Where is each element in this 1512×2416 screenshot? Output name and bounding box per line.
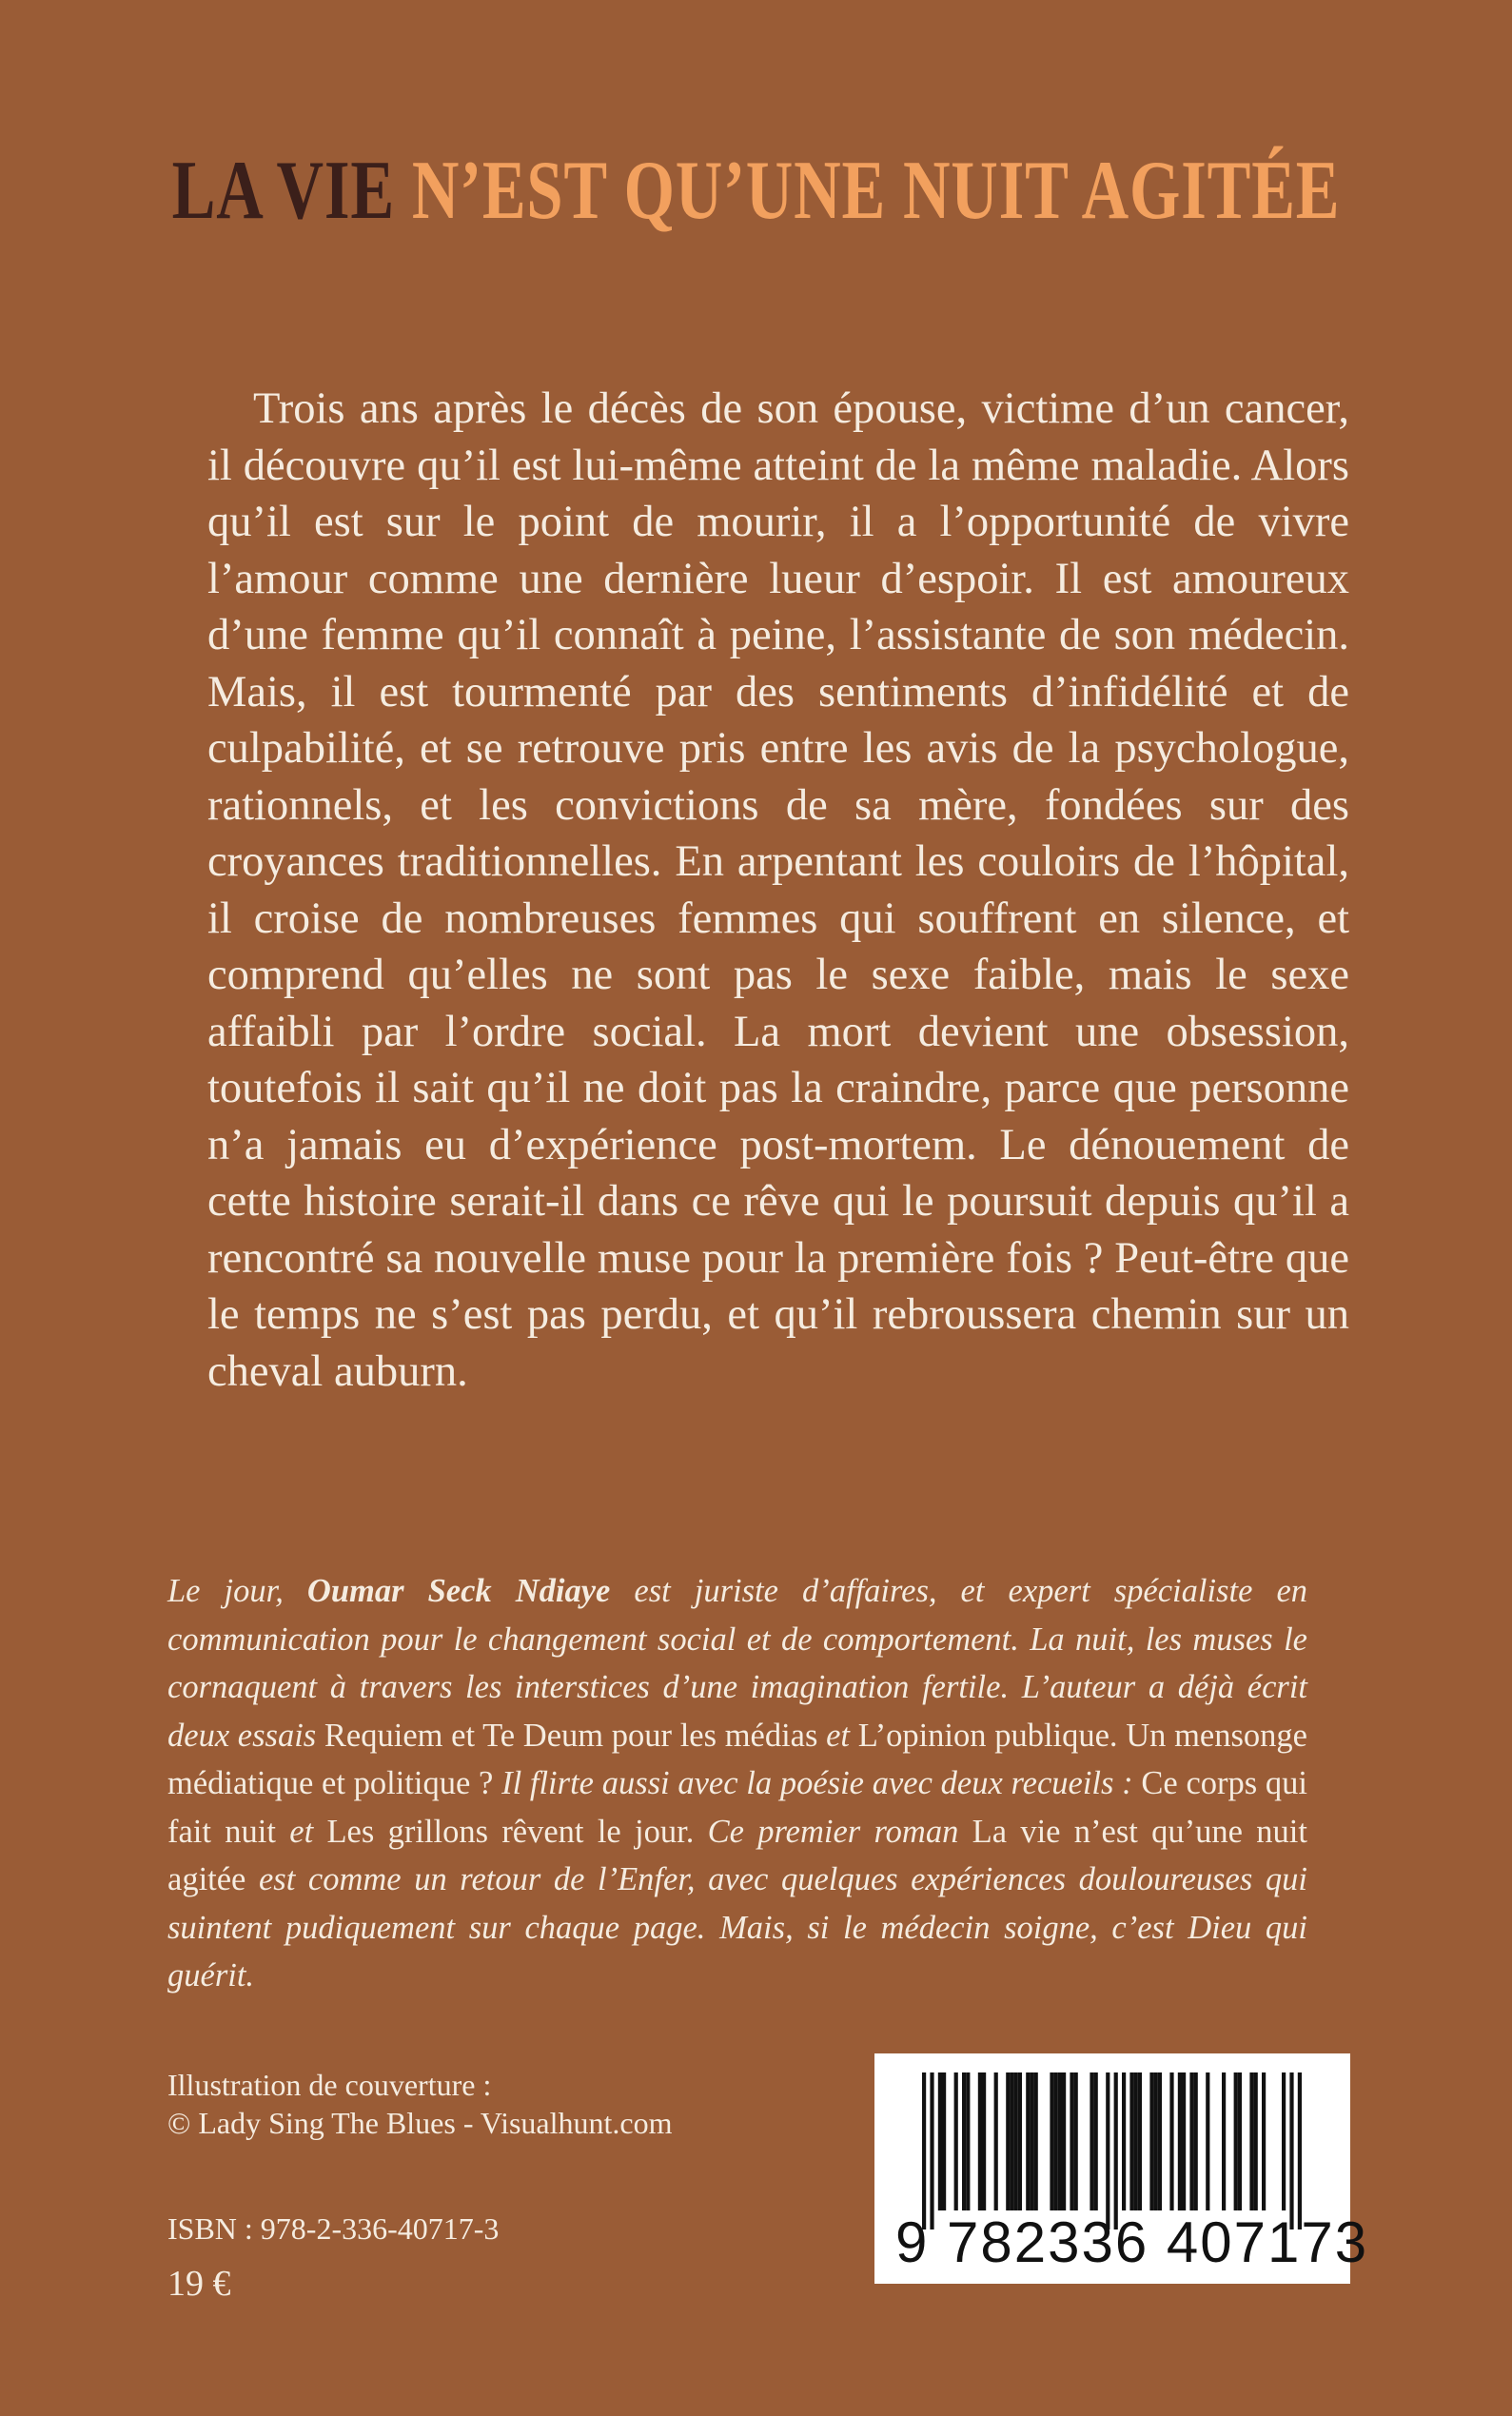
bio-segment: est juriste d’affaires, et expert spécialiste en communication pour le changement social et de comportement. La nuit, les muses le cornaquent à travers les interstices d’une imagination fertile. L’auteur a déjà écrit deux essais (167, 1573, 1308, 1754)
barcode-bar (1149, 2072, 1153, 2210)
barcode-digits: 9 782336 407173 (895, 2210, 1369, 2274)
novel-title: La vie n’est qu’une nuit agitée (167, 1813, 1307, 1897)
barcode-bar (1138, 2072, 1142, 2210)
barcode-bar (1289, 2072, 1293, 2229)
title-part-dark: LA VIE (171, 145, 412, 237)
barcode-bar (922, 2072, 926, 2229)
bio-segment: Il flirte aussi avec la poésie avec deux recueils : (493, 1765, 1142, 1801)
bio-segment: et (817, 1717, 858, 1754)
price: 19 € (167, 2264, 231, 2304)
barcode-bar (1062, 2072, 1066, 2210)
barcode (874, 2053, 1369, 2284)
barcode-bar (1034, 2072, 1038, 2210)
barcode-bar (1106, 2072, 1109, 2229)
barcode-bar (954, 2072, 958, 2210)
essay-title-1: Requiem et Te Deum pour les médias (324, 1717, 818, 1754)
barcode-bar (1006, 2072, 1010, 2210)
barcode-bar (1249, 2072, 1253, 2210)
barcode-bar (938, 2072, 942, 2210)
bio-segment: Le jour, (167, 1573, 307, 1609)
synopsis (207, 381, 1349, 1400)
barcode-bar (1154, 2072, 1158, 2210)
barcode-bar (1114, 2072, 1118, 2229)
barcode-bar (1014, 2072, 1018, 2210)
barcode-bar (1182, 2072, 1186, 2210)
barcode-bar (1094, 2072, 1098, 2210)
barcode-bar (1090, 2072, 1093, 2210)
barcode-bar (1122, 2072, 1126, 2210)
barcode-bar (1298, 2072, 1302, 2229)
barcode-bar (978, 2072, 982, 2210)
barcode-bar (1222, 2072, 1226, 2210)
title-part-orange: N’EST QU’UNE NUIT AGITÉE (411, 145, 1341, 237)
barcode-bar (1010, 2072, 1013, 2210)
barcode-bar (1178, 2072, 1182, 2210)
barcode-bar (1254, 2072, 1258, 2210)
barcode-bar (942, 2072, 946, 2210)
barcode-bar (1070, 2072, 1073, 2210)
barcode-bar (1074, 2072, 1078, 2210)
barcode-bar (1282, 2072, 1286, 2210)
barcode-bar (1129, 2072, 1133, 2210)
essay-title-2: L’opinion publique. Un mensonge médiatique et politique ? (167, 1717, 1307, 1801)
barcode-bar (1058, 2072, 1062, 2210)
barcode-bar (1158, 2072, 1162, 2210)
cover-credits (167, 2066, 673, 2142)
barcode-bar (1030, 2072, 1033, 2210)
barcode-bar (962, 2072, 966, 2210)
barcode-bar (1054, 2072, 1058, 2210)
poetry-title-1: Ce corps qui fait nuit (167, 1765, 1307, 1850)
barcode-bar (930, 2072, 933, 2229)
book-title (167, 143, 1345, 239)
barcode-bar (982, 2072, 986, 2210)
barcode-bar (1262, 2072, 1266, 2210)
barcode-bar (1234, 2072, 1238, 2210)
credits-line-1: Illustration de couverture : (167, 2068, 492, 2102)
barcode-bar (1206, 2072, 1209, 2210)
barcode-bar (1026, 2072, 1030, 2210)
barcode-bar (1134, 2072, 1138, 2210)
barcode-bar (966, 2072, 970, 2210)
barcode-bar (1194, 2072, 1198, 2210)
author-name: Oumar Seck Ndiaye (306, 1573, 611, 1609)
barcode-bar (1169, 2072, 1173, 2210)
synopsis-text: Trois ans après le décès de son épouse, victime d’un cancer, il découvre qu’il est lui-même atteint de la même maladie. Alors qu’il est sur le point de mourir, il a l’opportunité de vivre l’amour comme une dernière lueur d’espoir. Il est amoureux d’une femme qu’il connaît à peine, l’assistante de son médecin. Mais, il est tourmenté par des sentiments d’infidélité et de culpabilité, et se retrouve pris entre les avis de la psychologue, rationnels, et les convictions de sa mère, fondées sur des croyances traditionnelles. En arpentant les couloirs de l’hôpital, il croise de nombreuses femmes qui souffrent en silence, et comprend qu’elles ne sont pas le sexe faible, mais le sexe affaibli par l’ordre social. La mort devient une obsession, toutefois il sait qu’il ne doit pas la craindre, parce que personne n’a jamais eu d’expérience post-mortem. Le dénouement de cette histoire serait-il dans ce rêve qui le poursuit depuis qu’il a rencontré sa nouvelle muse pour la première fois ? Peut-être que le temps ne s’est pas perdu, et qu’il rebroussera chemin sur un cheval auburn. (207, 384, 1349, 1396)
barcode-bar (994, 2072, 998, 2210)
barcode-bar (1189, 2072, 1193, 2210)
bio-segment: et (275, 1813, 327, 1850)
barcode-bar (1050, 2072, 1053, 2210)
credits-line-2: © Lady Sing The Blues - Visualhunt.com (167, 2106, 673, 2140)
author-bio-text (167, 1567, 1307, 2000)
bio-segment: est comme un retour de l’Enfer, avec quelques expériences douloureuses qui suintent pudiquement sur chaque page. Mais, si le médecin soigne, c’est Dieu qui guérit. (167, 1861, 1307, 1994)
barcode-bar (1238, 2072, 1242, 2210)
barcode-bar (1018, 2072, 1022, 2210)
poetry-title-2: Les grillons rêvent le jour. (326, 1813, 695, 1850)
bio-segment: Ce premier roman (694, 1813, 972, 1850)
author-bio (167, 1567, 1307, 2000)
isbn: ISBN : 978-2-336-40717-3 (167, 2211, 500, 2246)
